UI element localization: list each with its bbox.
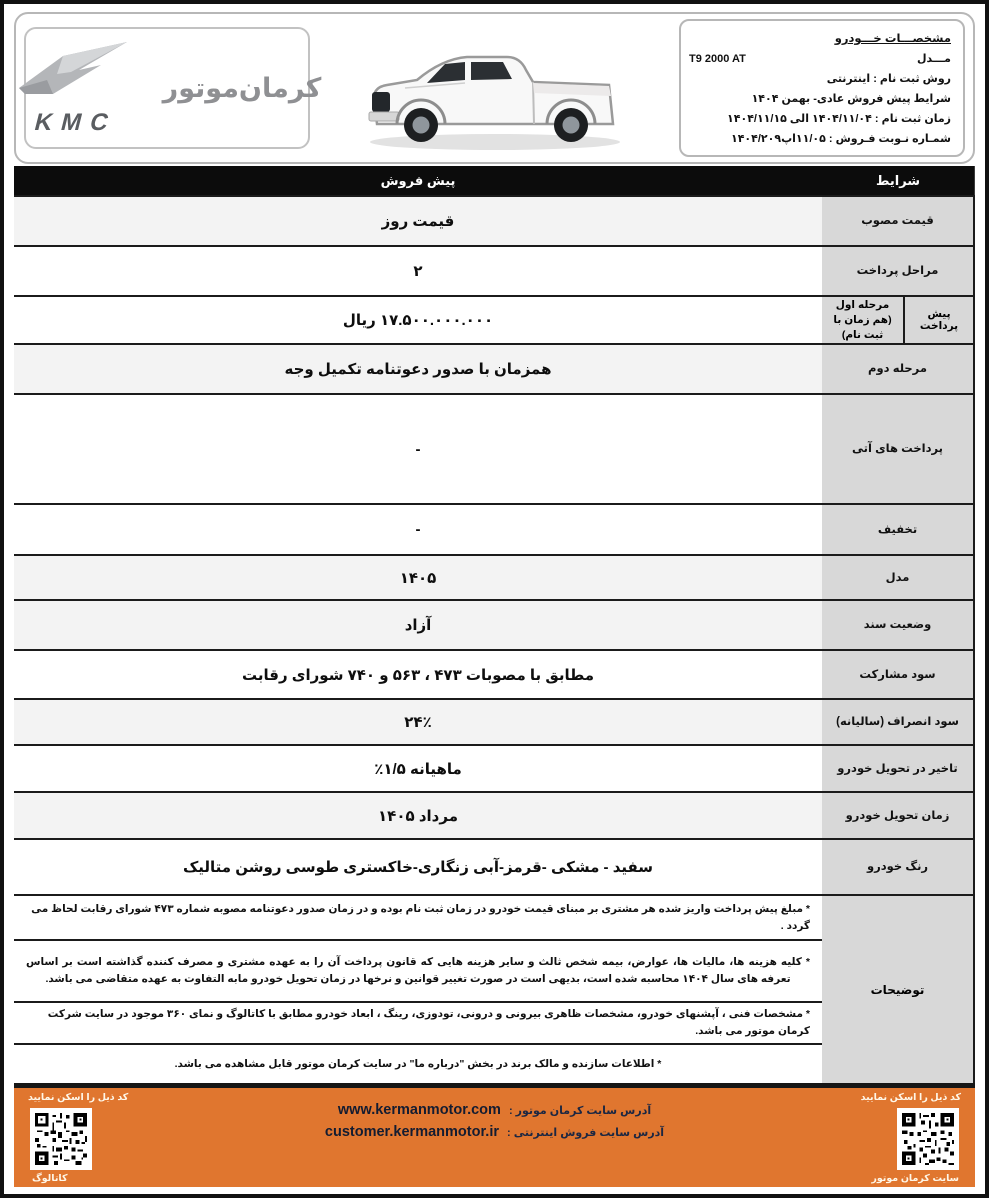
note-item: * مبلغ پیش پرداخت واریز شده هر مشتری بر مبنای قیمت خودرو در زمان ثبت نام بوده و در زمان صدور دعوتنامه مصوبه شماره ۴۷۳ شورای رقابت لحاظ می گردد . [14,894,822,939]
pickup-truck-image [345,26,645,158]
specs-model-line [689,49,951,69]
qr-code-catalog [30,1108,92,1170]
note-item: * اطلاعات سازنده و مالک برند در بخش "درباره ما" در سایت کرمان موتور قابل مشاهده می باشد. [14,1043,822,1083]
participation-profit-label: سود مشارکت [822,651,975,698]
scan-code-hint-left: کد ذیل را اسکن نمایید [28,1092,129,1103]
shop-address-label: آدرس سایت فروش اینترنتی : [507,1127,665,1139]
specs-title: مشخصـــات خـــودرو [834,33,951,45]
notes-section [14,894,975,1083]
payment-stages-value: ۲ [14,247,822,295]
vehicle-photo [310,18,679,158]
down-payment-value: ۱۷.۵۰۰.۰۰۰.۰۰۰ ریال [14,297,822,343]
footer [14,1086,975,1187]
discount-label: تخفیف [822,505,975,554]
future-payments-value: - [14,395,822,503]
brand-logo-box [24,27,322,149]
delivery-delay-label: تاخیر در تحویل خودرو [822,746,975,791]
section-header-bar [14,166,975,195]
site-address-line [260,1102,730,1118]
table-row [14,393,975,503]
approved-price-value: قیمت روز [14,197,822,245]
vehicle-specs-box [679,19,965,157]
qr-caption-catalog: کاتالوگ [32,1173,68,1184]
footer-links [260,1088,730,1140]
site-address-url: www.kermanmotor.com [337,1102,501,1118]
model-year-value: ۱۴۰۵ [14,556,822,599]
conditions-bar-title: شرایط [822,166,975,195]
discount-value: - [14,505,822,554]
future-payments-label: پرداخت های آتی [822,395,975,503]
specs-line-registration-period: زمان ثبت نام : ۱۴۰۴/۱۱/۰۴ الی ۱۴۰۴/۱۱/۱۵ [727,113,951,125]
site-address-label: آدرس سایت کرمان موتور : [508,1105,652,1117]
delivery-time-value: مرداد ۱۴۰۵ [14,793,822,838]
header [14,12,975,164]
model-label: مـــدل [917,53,951,65]
delivery-delay-value: ٪۱/۵ ماهیانه [14,746,822,791]
table-row [14,503,975,554]
table-row [14,649,975,698]
notes-label: توضیحات [822,894,975,1083]
down-payment-label: پیش پرداخت [905,297,975,343]
qr-code-website [897,1108,959,1170]
presale-bar-title: پیش فروش [380,172,456,188]
shop-address-url: customer.kermanmotor.ir [324,1124,499,1140]
scan-code-hint-right: کد ذیل را اسکن نمایید [860,1092,961,1103]
delivery-time-label: زمان تحویل خودرو [822,793,975,838]
payment-stages-label: مراحل پرداخت [822,247,975,295]
table-row [14,554,975,599]
kmc-swoosh-icon [13,40,133,107]
table-row [14,698,975,744]
vehicle-colors-value: سفید - مشکی -قرمز-آبی زنگاری-خاکستری طوسی روشن متالیک [14,840,822,894]
shop-address-line [260,1124,730,1140]
kmc-logo [13,40,133,137]
kmc-wordmark: KMC [31,108,120,136]
table-row [14,343,975,393]
note-item: * مشخصات فنی ، آپشنهای خودرو، مشخصات ظاهری بیرونی و درونی، تودوزی، رینگ ، ابعاد خودرو مطابق با کاتالوگ و نمای ۳۶۰ موجود در سایت شرکت کرمان موتور می باشد. [14,1001,822,1043]
table-row [14,791,975,838]
kerman-motor-wordmark: کرمان‌موتور [162,72,322,103]
model-value: T9 2000 AT [689,53,746,65]
second-stage-value: همزمان با صدور دعوتنامه تکمیل وجه [14,345,822,393]
specs-line-sale-turn-number: شمـاره نـوبت فـروش : ۱۱/۰۵اپ۱۴۰۴/۲۰۹ [731,133,951,145]
notes-list [14,894,822,1083]
document-status-label: وضعیت سند [822,601,975,649]
first-stage-label: مرحله اول (هم زمان با ثبت نام) [822,297,905,343]
vehicle-colors-label: رنگ خودرو [822,840,975,894]
table-row [14,599,975,649]
conditions-table [14,195,975,1086]
second-stage-label: مرحله دوم [822,345,975,393]
specs-line-registration-method: روش ثبت نام : اینترنتی [826,73,951,85]
qr-caption-website: سایت کرمان موتور [871,1173,959,1184]
specs-line-sale-terms: شرایط پیش فروش عادی- بهمن ۱۴۰۴ [751,93,951,105]
cancellation-profit-label: سود انصراف (سالیانه) [822,700,975,744]
model-year-label: مدل [822,556,975,599]
note-item: * کلیه هزینه ها، مالیات ها، عوارض، بیمه شخص ثالث و سایر هزینه هایی که قانون پرداخت آن را به عهده مشتری و مصرف کننده گذاشته است بر اساس تعرفه های سال ۱۴۰۴ محاسبه شده است، بدیهی است در صورت تغییر قوانین و نرخها در زمان تحویل خودرو مابه التفاوت به عهده متقاضی می باشد. [14,939,822,1001]
table-row [14,838,975,894]
table-row [14,245,975,295]
document-status-value: آزاد [14,601,822,649]
table-row [14,744,975,791]
approved-price-label: قیمت مصوب [822,197,975,245]
cancellation-profit-value: ۲۴٪ [14,700,822,744]
participation-profit-value: مطابق با مصوبات ۴۷۳ ، ۵۶۳ و ۷۴۰ شورای رقابت [14,651,822,698]
table-row [14,195,975,245]
table-row [14,295,975,343]
